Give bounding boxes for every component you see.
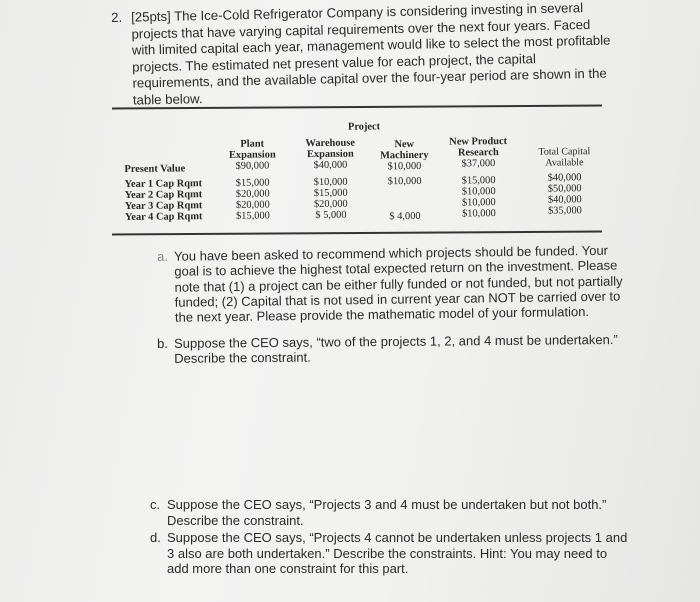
problem-text: [25pts] The Ice-Cold Refrigerator Company is considering investing in several projects that have varying capital requirements over the next four years. Faced with limited capital each year, management would like to select the most profitable projects. The estimated net present value for each project, the capital requirements, and the available capital over the four-year period are shown in the table below. bbox=[130, 0, 611, 108]
col-header-new-machinery: New Machinery bbox=[380, 138, 429, 162]
cell: $20,000 bbox=[235, 188, 270, 200]
cell: $10,000 bbox=[462, 208, 496, 220]
question-c bbox=[150, 497, 630, 528]
cell: $20,000 bbox=[235, 199, 270, 211]
cell: $20,000 bbox=[313, 198, 348, 211]
cell: $15,000 bbox=[313, 187, 348, 200]
cell-total: $40,000 bbox=[547, 172, 582, 184]
col-header-new-product-research: New Product Research bbox=[449, 135, 508, 159]
question-d bbox=[150, 530, 630, 577]
row-label-year2: Year 2 Cap Rqmt bbox=[124, 189, 203, 201]
col-header-plant-expansion: Plant Expansion bbox=[228, 138, 276, 162]
question-d-text: Suppose the CEO says, “Projects 4 cannot be undertaken unless projects 1 and 3 also are both undertaken.” Describe the constraints. Hint: You may need to add more than one constraint for this part. bbox=[167, 530, 628, 577]
question-b-text: Suppose the CEO says, “two of the projects 1, 2, and 4 must be undertaken.” Describe the constraint. bbox=[173, 331, 618, 367]
question-c-text: Suppose the CEO says, “Projects 3 and 4 must be undertaken but not both.” Describe the constraint. bbox=[167, 497, 607, 528]
cell: $ 5,000 bbox=[315, 209, 347, 222]
row-label-year3: Year 3 Cap Rqmt bbox=[124, 200, 203, 212]
col-header-warehouse-expansion: Warehouse Expansion bbox=[305, 137, 356, 161]
cell-total: $40,000 bbox=[547, 194, 582, 206]
cell: $10,000 bbox=[461, 186, 496, 198]
cell: $10,000 bbox=[313, 176, 348, 189]
row-label-present-value: Present Value bbox=[124, 163, 186, 175]
cell: $15,000 bbox=[235, 177, 270, 189]
project-group-header: Project bbox=[347, 121, 381, 133]
question-b bbox=[157, 332, 627, 367]
cell: $37,000 bbox=[461, 158, 496, 170]
cell: $15,000 bbox=[461, 175, 496, 187]
question-b-label: b. bbox=[157, 335, 168, 351]
project-table bbox=[124, 119, 615, 232]
row-label-year1: Year 1 Cap Rqmt bbox=[124, 178, 203, 190]
problem-statement bbox=[111, 0, 613, 109]
question-c-label: c. bbox=[150, 497, 161, 512]
cell: $15,000 bbox=[236, 210, 270, 222]
cell: $40,000 bbox=[313, 159, 348, 172]
cell-total: $35,000 bbox=[547, 205, 582, 217]
cell: $10,000 bbox=[387, 160, 422, 173]
question-d-label: d. bbox=[150, 530, 161, 545]
col-header-total-capital: Total Capital Available bbox=[538, 146, 591, 169]
cell: $90,000 bbox=[235, 160, 270, 172]
question-a-label: a. bbox=[157, 248, 169, 264]
cell: $10,000 bbox=[461, 197, 496, 209]
question-a-text: You have been asked to recommend which projects should be funded. Your goal is to achieve the highest total expected return on the investment. Please note that (1) a project can be either fully funded or not funded, but not partially funded; (2) Capital that is not used in current year can NOT be carried over to the next year. Please provide the mathematic model of your formulation. bbox=[173, 242, 623, 325]
problem-number: 2. bbox=[111, 9, 123, 25]
question-a bbox=[157, 242, 628, 325]
row-label-year4: Year 4 Cap Rqmt bbox=[124, 211, 203, 223]
cell: $ 4,000 bbox=[389, 210, 421, 223]
cell-total: $50,000 bbox=[547, 183, 582, 195]
cell: $10,000 bbox=[387, 175, 422, 188]
